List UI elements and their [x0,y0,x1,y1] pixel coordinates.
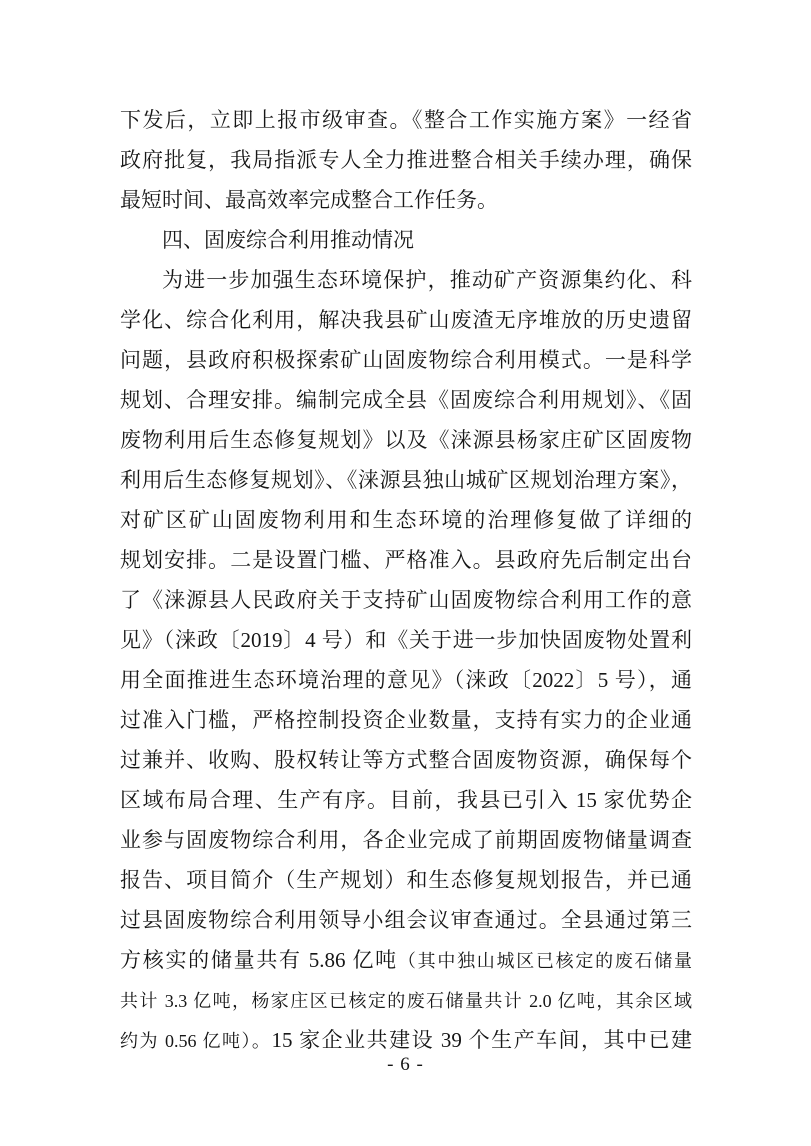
text-line [120,660,692,700]
text-line [120,540,692,580]
text-segment: 规划、合理安排。编制完成全县《固废综合利用规划》、《固 [120,388,692,412]
text-segment: 了《涞源县人民政府关于支持矿山固废物综合利用工作的意 [120,588,692,612]
text-segment: 用全面推进生态环境治理的意见》（涞政〔2022〕5 号），通 [120,668,692,692]
text-line [120,460,692,500]
text-segment: 报告、项目简介（生产规划）和生态修复规划报告，并已通 [120,868,692,892]
text-segment: 过准入门槛，严格控制投资企业数量，支持有实力的企业通 [120,708,692,732]
text-segment: 15 家企业共建设 39 个生产车间，其中已建 [271,1028,693,1052]
text-segment: 废物利用后生态修复规划》以及《涞源县杨家庄矿区固废物 [120,428,692,452]
text-segment: 过兼并、收购、股权转让等方式整合固废物资源，确保每个 [120,748,692,772]
text-segment: 共计 3.3 亿吨，杨家庄区已核定的废石储量共计 2.0 亿吨，其余区域 [120,991,692,1011]
text-line [120,580,692,620]
text-line [120,100,692,140]
text-segment: 学化、综合化利用，解决我县矿山废渣无序堆放的历史遗留 [120,308,692,332]
text-segment: （其中独山城区已核定的废石储量 [397,951,693,971]
text-line [120,500,692,540]
text-line [120,260,692,300]
text-segment: 为进一步加强生态环境保护，推动矿产资源集约化、科 [162,268,692,292]
text-segment: 最短时间、最高效率完成整合工作任务。 [120,188,498,212]
text-segment: 四、固废综合利用推动情况 [162,228,414,252]
page-number: - 6 - [387,1054,424,1075]
text-segment: 区域布局合理、生产有序。目前，我县已引入 15 家优势企 [120,788,692,812]
text-segment: 业参与固废物综合利用，各企业完成了前期固废物储量调查 [120,828,692,852]
text-line [120,380,692,420]
text-line [120,620,692,660]
text-line [120,820,692,860]
text-line [120,740,692,780]
text-line [120,140,692,180]
text-segment: 利用后生态修复规划》、《涞源县独山城矿区规划治理方案》， [120,468,692,492]
text-line [120,300,692,340]
text-line [120,220,692,260]
document-body [120,100,692,1060]
text-line [120,340,692,380]
text-line [120,780,692,820]
text-segment: 过县固废物综合利用领导小组会议审查通过。全县通过第三 [120,908,692,932]
text-line [120,860,692,900]
text-line [120,420,692,460]
text-segment: 问题，县政府积极探索矿山固废物综合利用模式。一是科学 [120,348,692,372]
text-segment: 约为 0.56 亿吨）。 [120,1031,272,1051]
text-line [120,180,692,220]
text-line [120,940,692,980]
text-line [120,900,692,940]
text-line [120,700,692,740]
text-segment: 见》（涞政〔2019〕4 号）和《关于进一步加快固废物处置利 [120,628,692,652]
text-segment: 规划安排。二是设置门槛、严格准入。县政府先后制定出台 [120,548,692,572]
text-segment: 政府批复，我局指派专人全力推进整合相关手续办理，确保 [120,148,692,172]
text-segment: 下发后，立即上报市级审查。《整合工作实施方案》一经省 [120,108,692,132]
text-line [120,980,692,1020]
text-segment: 方核实的储量共有 5.86 亿吨 [120,948,398,972]
text-segment: 对矿区矿山固废物利用和生态环境的治理修复做了详细的 [120,508,692,532]
